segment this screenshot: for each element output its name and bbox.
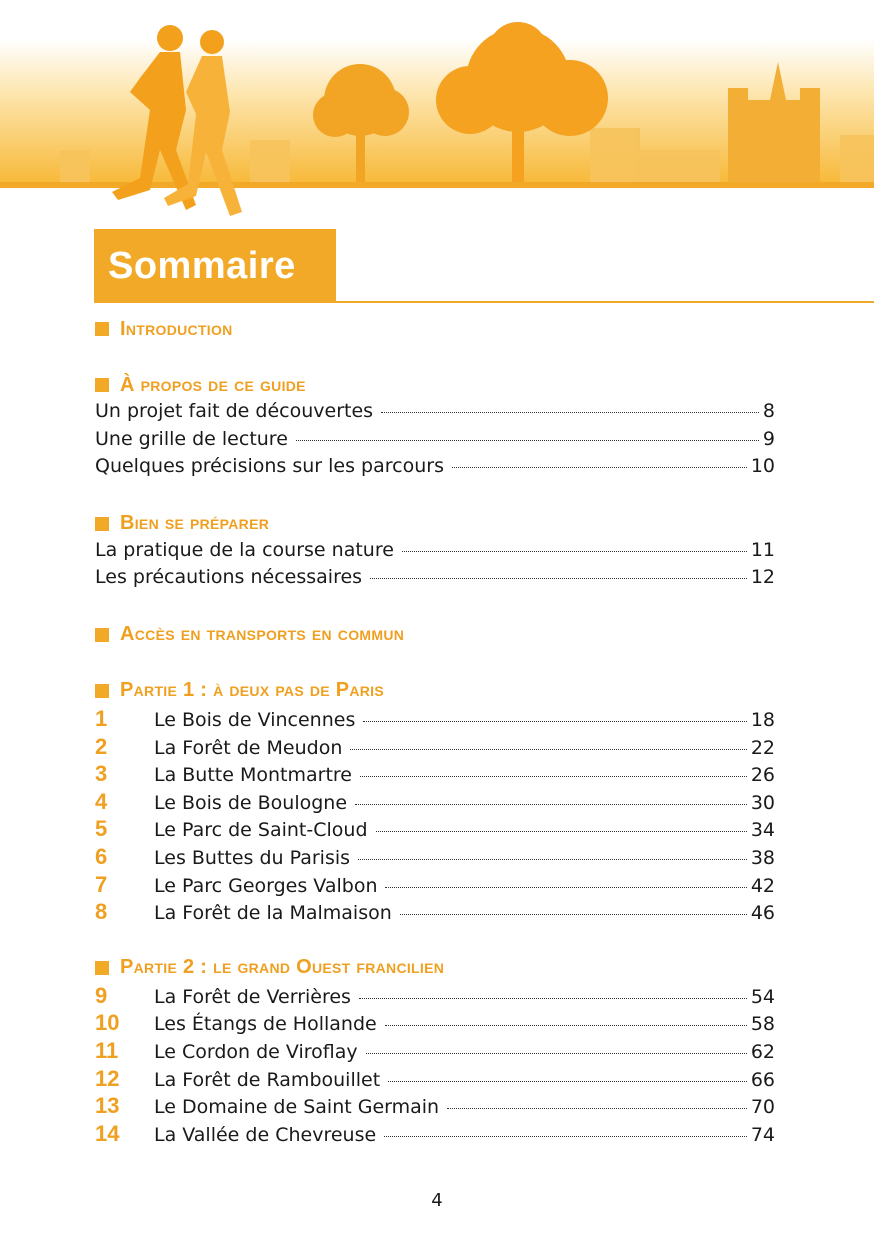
toc-entry [95,566,775,594]
entry-page: 34 [750,819,775,842]
toc-entry [95,816,775,844]
entry-label: Une grille de lecture [95,427,288,450]
section-heading [95,953,775,983]
dot-leader [447,1108,747,1109]
entry-label: Le Bois de Boulogne [154,791,348,814]
toc-entry [95,1010,775,1038]
header-banner [0,0,874,225]
entry-number: 10 [95,1010,120,1036]
toc-entry [95,872,775,900]
section-heading [95,314,775,344]
entry-label: La Forêt de la Malmaison [154,902,392,925]
entry-number: 7 [95,871,108,897]
page-number: 4 [431,1190,443,1211]
entry-label: Un projet fait de découvertes [95,400,374,422]
bullet-square-icon [95,684,109,698]
entry-page: 10 [750,455,775,478]
entry-label: Le Cordon de Viroflay [154,1040,358,1063]
entry-page: 38 [750,846,775,869]
section-heading [95,370,775,400]
entry-label: Le Parc de Saint-Cloud [154,819,368,842]
entry-number: 14 [95,1120,120,1146]
page-title-box [94,229,336,303]
bullet-square-icon [95,517,109,531]
entry-page: 70 [750,1096,775,1119]
banner-illustration [0,0,874,225]
toc-entry [95,1121,775,1149]
section-heading [95,676,775,706]
toc-entry [95,734,775,762]
dot-leader [355,804,747,805]
dot-leader [360,776,747,777]
toc-section [95,314,775,344]
toc-section [95,370,775,483]
dot-leader [370,578,747,579]
dot-leader [350,749,746,750]
section-title: Partie 2 : le grand Ouest francilien [120,956,445,979]
bullet-square-icon [95,628,109,642]
toc-section [95,953,775,1149]
bullet-square-icon [95,378,109,392]
dot-leader [296,440,759,441]
entry-page: 66 [750,1068,775,1091]
toc-entry [95,1066,775,1094]
entry-number: 5 [95,816,108,842]
entry-label: La Forêt de Rambouillet [154,1068,381,1091]
entry-page: 11 [750,538,775,561]
section-title: Introduction [120,317,233,340]
dot-leader [402,551,747,552]
section-heading [95,620,775,650]
toc-entry [95,400,775,428]
toc-entry [95,761,775,789]
dot-leader [388,1081,747,1082]
entry-page: 30 [750,791,775,814]
entry-page: 8 [762,400,775,422]
entry-page: 12 [750,566,775,589]
dot-leader [384,1136,747,1137]
dot-leader [376,831,747,832]
entry-label: La Forêt de Meudon [154,736,343,759]
entry-page: 9 [762,427,775,450]
bullet-square-icon [95,322,109,336]
entry-number: 2 [95,733,108,759]
entry-number: 3 [95,761,108,787]
toc-section [95,509,775,594]
entry-label: Les Étangs de Hollande [154,1013,377,1036]
entry-page: 62 [750,1040,775,1063]
entry-number: 11 [95,1037,119,1063]
entry-page: 26 [750,764,775,787]
section-heading [95,509,775,539]
entry-page: 74 [750,1123,775,1146]
entry-label: Quelques précisions sur les parcours [95,455,444,478]
dot-leader [385,1025,747,1026]
entry-number: 12 [95,1065,120,1091]
dot-leader [363,721,746,722]
entry-number: 9 [95,982,108,1008]
toc-section [95,676,775,927]
toc-entry [95,428,775,456]
toc-entry [95,844,775,872]
dot-leader [359,998,747,999]
toc-entry [95,539,775,567]
entry-label: Le Bois de Vincennes [154,708,356,731]
entry-label: La Butte Montmartre [154,764,352,787]
entry-number: 13 [95,1093,120,1119]
entry-label: La Forêt de Verrières [154,985,351,1008]
page-title: Sommaire [108,244,296,287]
entry-label: Le Parc Georges Valbon [154,874,378,897]
toc-entry [95,706,775,734]
toc-section [95,620,775,650]
toc-entry [95,899,775,927]
toc-entry [95,983,775,1011]
title-rule [336,301,874,303]
entry-label: Les précautions nécessaires [95,566,363,589]
entry-page: 18 [750,708,775,731]
section-title: Accès en transports en commun [120,623,405,646]
dot-leader [400,914,747,915]
entry-number: 6 [95,843,108,869]
entry-label: La pratique de la course nature [95,538,394,561]
entry-page: 54 [750,985,775,1008]
entry-label: La Vallée de Chevreuse [154,1123,377,1146]
section-title: À propos de ce guide [120,373,306,396]
entry-label: Le Domaine de Saint Germain [154,1096,440,1119]
dot-leader [358,859,747,860]
toc-entry [95,1093,775,1121]
dot-leader [385,887,746,888]
table-of-contents [95,314,775,1148]
entry-page: 58 [750,1013,775,1036]
section-title: Partie 1 : à deux pas de Paris [120,679,385,702]
entry-page: 22 [750,736,775,759]
entry-number: 4 [95,788,108,814]
toc-entry [95,789,775,817]
entry-number: 1 [95,705,108,731]
toc-entry [95,455,775,483]
entry-page: 42 [750,874,775,897]
dot-leader [366,1053,747,1054]
dot-leader [452,467,747,468]
entry-number: 8 [95,899,108,925]
entry-page: 46 [750,902,775,925]
section-title: Bien se préparer [120,512,270,535]
toc-entry [95,1038,775,1066]
entry-label: Les Buttes du Parisis [154,846,351,869]
dot-leader [381,412,759,413]
bullet-square-icon [95,961,109,975]
